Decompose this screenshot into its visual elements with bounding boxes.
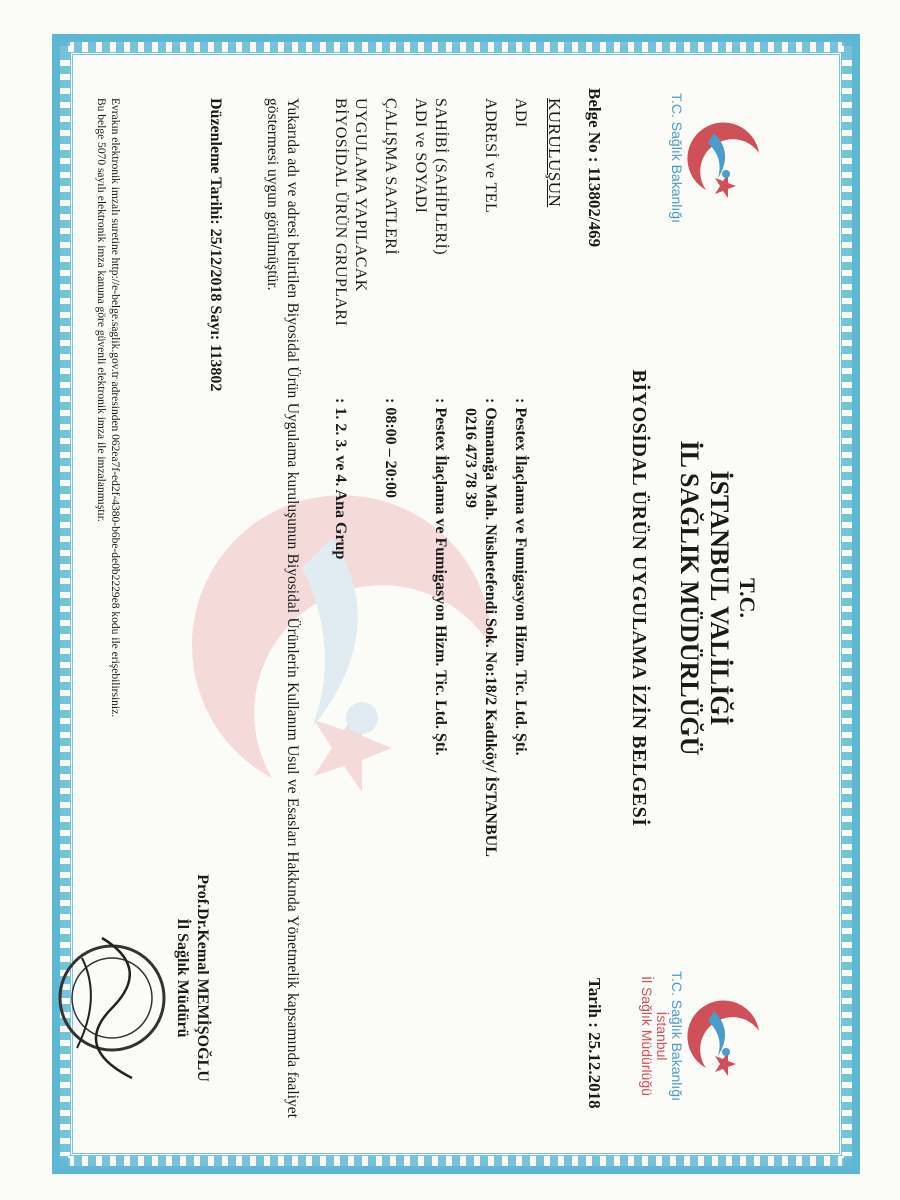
issuer-header (674, 348, 760, 848)
belge-number: Belge No : 113802/469 (585, 88, 604, 248)
field-label-line2: BİYOSİDAL ÜRÜN GRUPLARI (332, 98, 349, 327)
section-title: KURULUŞUN (545, 98, 564, 208)
field-label: ÇALIŞMA SAATLERİ (382, 98, 399, 256)
field-row-product-groups (330, 98, 370, 1098)
signatory (172, 848, 212, 1108)
signatory-name: Prof.Dr.Kemal MEMİŞOĞLU (194, 874, 211, 1082)
document-title: BİYOSİDAL ÜRÜN UYGULAMA İZİN BELGESİ (628, 369, 650, 827)
logo-right-text-3: İl Sağlık Müdürlüğü (639, 976, 655, 1096)
footer-line-2: Bu belge 5070 sayılı elektronik imza kanuna göre güvenli elektronik imza ile imzalanmıştır. (95, 98, 107, 522)
field-value: : Pestex İlaçlama ve Fumigasyon Hizm. Tic. Ltd. Şti. (432, 398, 449, 756)
field-row-name (510, 98, 530, 1098)
field-value: : 1. 2. 3. ve 4. Ana Grup (332, 398, 349, 560)
ministry-crescent-icon-right (684, 986, 764, 1086)
organization-fields (320, 98, 530, 1098)
e-signature-footer (94, 98, 122, 1118)
issue-date: Tarih : 25.12.2018 (585, 978, 604, 1109)
issuance-info: Düzenleme Tarihi: 25/12/2018 Sayı: 113802 (207, 98, 224, 392)
certificate-content (0, 48, 772, 1152)
ministry-crescent-icon (684, 108, 764, 208)
field-row-hours (380, 98, 400, 1098)
address-line: : Osmanağa Mah. Nüshetefendi Sok. No:18/2 Kadıköy/ İSTANBUL (482, 398, 499, 857)
header-tc: T.C. (735, 578, 760, 618)
ministry-logo-left (669, 88, 764, 228)
field-value: : Pestex İlaçlama ve Fumigasyon Hizm. Tic. Ltd. Şti. (512, 398, 529, 756)
signatory-title: İl Sağlık Müdürü (174, 918, 191, 1038)
field-label: ADRESİ ve TEL (482, 98, 499, 214)
footer-line-1: Evrakın elektronik imzalı suretine http://e-belge.saglik.gov.tr adresinden 062ea7f-ed2f-4380-b6be-de0b2229e8 kodu ile erişebilirsiniz. (109, 98, 121, 718)
field-value: : 08:00 – 20:00 (382, 398, 399, 498)
border-pattern-right (842, 42, 852, 1166)
border-pattern-bottom (60, 1156, 852, 1166)
field-row-owner (410, 98, 450, 1098)
phone-line: 0216 473 78 39 (462, 408, 479, 508)
ministry-logo-right (639, 966, 764, 1106)
field-row-address (460, 98, 500, 1098)
field-label (330, 98, 370, 398)
logo-right-text-1: T.C. Sağlık Bakanlığı (669, 971, 685, 1101)
field-label (410, 98, 450, 398)
field-label-line1: SAHİBİ (SAHİPLERİ) (432, 98, 449, 255)
approval-paragraph: Yukarıda adı ve adresi belirtilen Biyosidal Ürün Uygulama kuruluşunun Biyosidal Ürünlerin Kullanım Usul ve Esasları Hakkında Yönetmelik kapsamında faaliyet göstermesi uygun görülmüştür. (264, 98, 301, 1118)
header-mudurluk: İL SAĞLIK MÜDÜRLÜĞÜ (675, 440, 704, 756)
field-value (460, 398, 500, 1098)
field-label-line2: ADI ve SOYADI (412, 98, 429, 214)
field-label-line1: UYGULAMA YAPILACAK (352, 98, 369, 292)
header-valilik: İSTANBUL VALİLİĞİ (705, 470, 734, 726)
logo-right-text-2: İstanbul (654, 1011, 670, 1061)
field-label: ADI (512, 98, 529, 128)
logo-left-text: T.C. Sağlık Bakanlığı (669, 93, 685, 223)
